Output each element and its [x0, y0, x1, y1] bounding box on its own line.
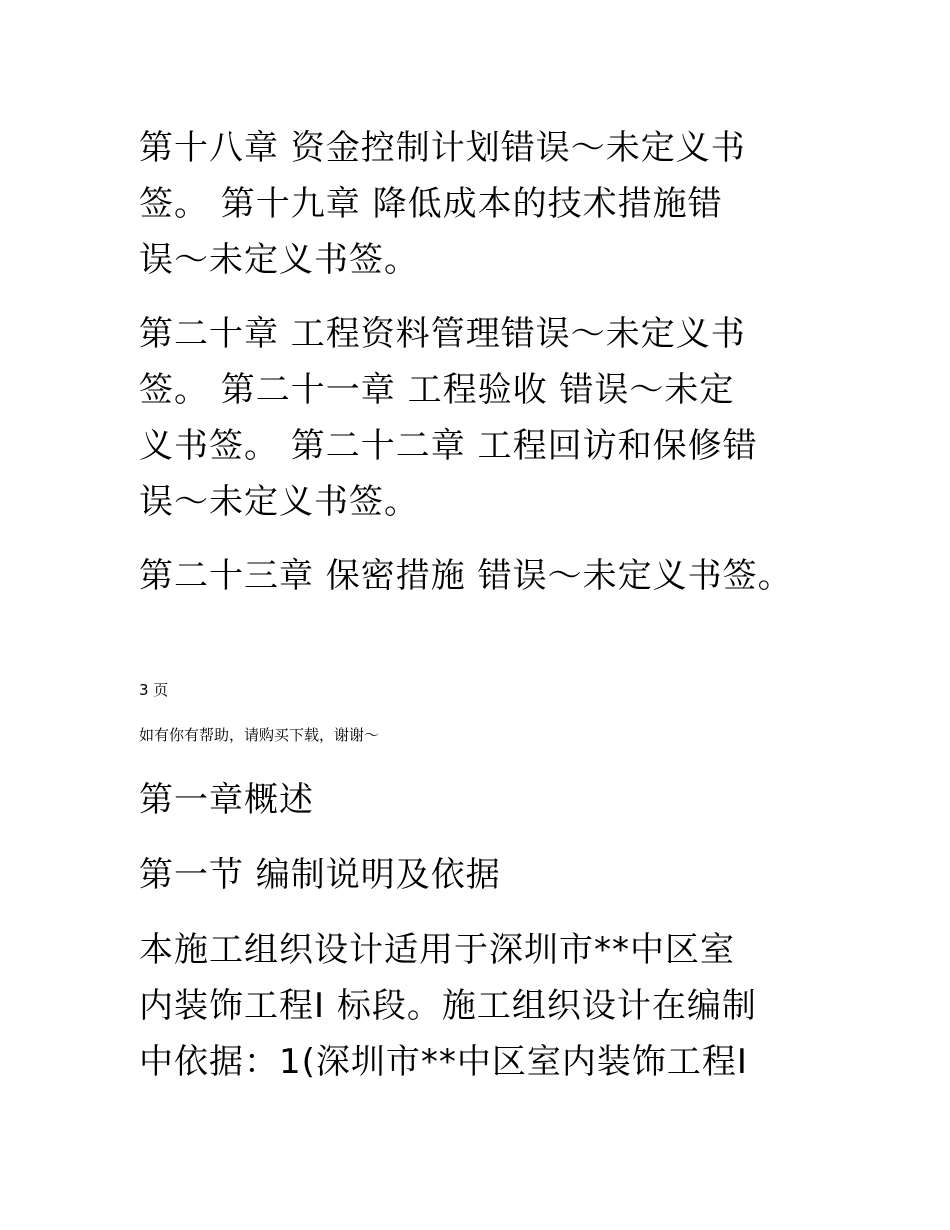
- toc-line: 第二十三章 保密措施 错误～未定义书签。: [139, 556, 793, 596]
- download-note: 如有你有帮助，请购买下载，谢谢～: [139, 726, 380, 744]
- section-title: 第一节 编制说明及依据: [139, 855, 501, 895]
- toc-line: 签。 第十九章 降低成本的技术措施错: [139, 184, 723, 224]
- toc-line: 第二十章 工程资料管理错误～未定义书: [139, 314, 746, 354]
- body-paragraph-line: 中依据：1(深圳市**中区室内装饰工程Ⅰ: [139, 1042, 748, 1082]
- toc-line: 第十八章 资金控制计划错误～未定义书: [139, 128, 746, 168]
- chapter-title: 第一章概述: [139, 780, 314, 820]
- body-paragraph-line: 本施工组织设计适用于深圳市**中区室: [139, 930, 735, 970]
- toc-line: 误～未定义书签。: [139, 482, 419, 522]
- toc-line: 误～未定义书签。: [139, 240, 419, 280]
- body-paragraph-line: 内装饰工程Ⅰ 标段。施工组织设计在编制: [139, 986, 757, 1026]
- toc-line: 义书签。 第二十二章 工程回访和保修错: [139, 426, 758, 466]
- page-number: 3 页: [139, 681, 169, 699]
- toc-line: 签。 第二十一章 工程验收 错误～未定: [139, 370, 735, 410]
